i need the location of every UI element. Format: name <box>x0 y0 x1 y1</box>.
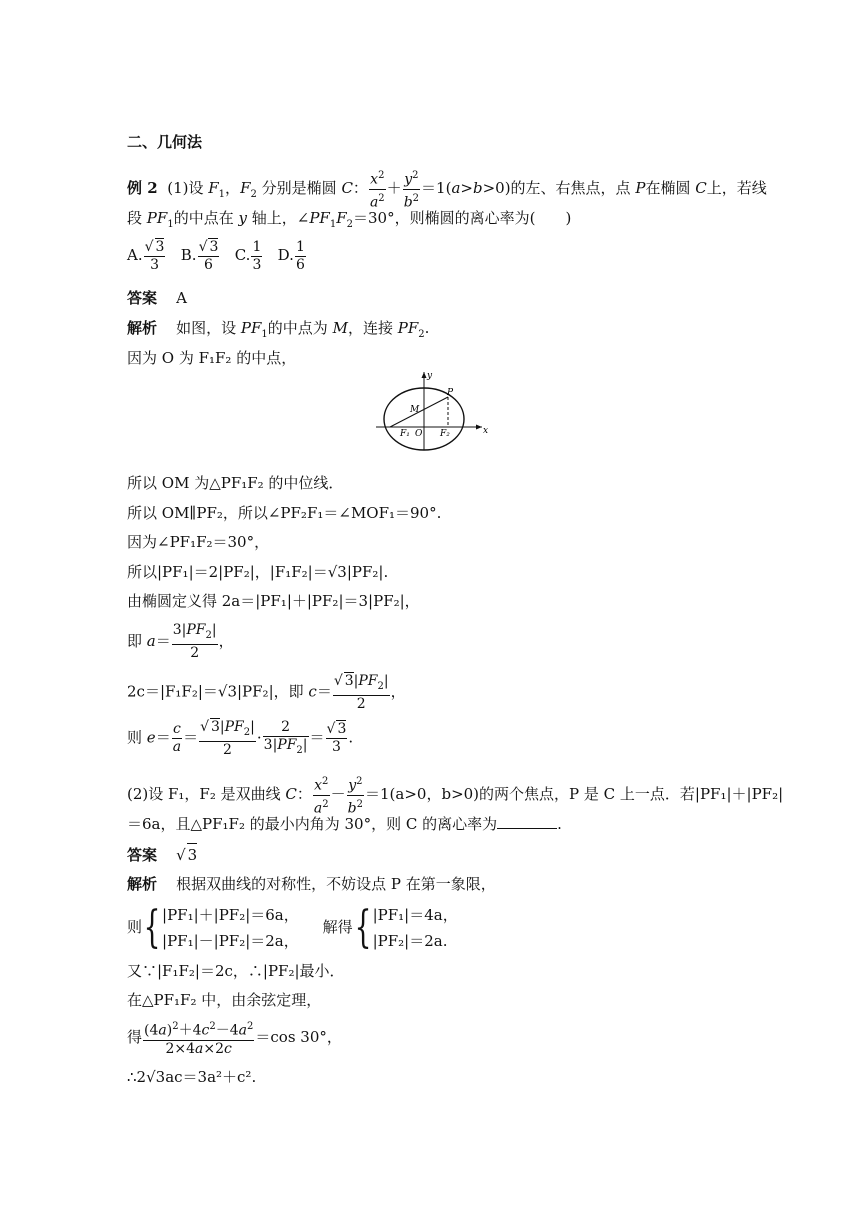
text-segment: 则 <box>127 918 143 936</box>
text-segment: . <box>557 815 562 833</box>
example-2-line-1: 例 2 (1)设 $F_1$，$F_2$ 分别是椭圆 C： $\frac{x^2}{a^2}$ ＋ $\frac{y^2}{b^2}$ ＝1(a>b>0)的左、右焦点，点 P在椭圆 C上，若线 <box>127 167 767 211</box>
analysis-label: 解析 <box>127 875 158 893</box>
answer-line-1 <box>127 287 187 309</box>
step-min: 又∵|F₁F₂|＝2c，∴|PF₂|最小． <box>127 962 345 980</box>
answer-value: 3 <box>187 843 198 866</box>
step-lengths: 所以|PF₁|＝2|PF₂|，|F₁F₂|＝√3|PF₂|. <box>127 563 389 581</box>
text-segment: ＝6a，且△PF₁F₂ 的最小内角为 30°，则 C 的离心率为 <box>127 815 498 833</box>
figure-label-m: M <box>410 405 420 415</box>
figure-label-y: y <box>427 371 433 381</box>
equation-systems: 则{ |PF₁|＋|PF₂|＝6a， |PF₁|－|PF₂|＝2a， 解得{ |PF₁|＝4a， |PF₂|＝2a. <box>127 902 458 953</box>
system-1: |PF₁|＋|PF₂|＝6a， |PF₁|－|PF₂|＝2a， <box>162 906 299 950</box>
text-segment: 的中点在 <box>173 209 234 227</box>
step-e: 则 e＝ $\frac{c}{a}$ ＝ $\frac{√ 3|PF_2|}{2}$ · $\frac{2}{3|PF_2|}$ ＝ $\frac{√ 3}{3}$ . <box>127 718 354 758</box>
part-2-line-2 <box>127 813 562 835</box>
step-parallel: 所以 OM∥PF₂，所以∠PF₂F₁＝∠MOF₁＝90°. <box>127 504 442 522</box>
example-label: 例 2 <box>127 179 158 198</box>
text-segment: ＝cos 30°， <box>255 1027 342 1046</box>
answer-options <box>127 238 307 274</box>
answer-label: 答案 <box>127 846 158 864</box>
text-segment: ＝30°，则椭圆的离心率为( ) <box>353 209 572 227</box>
analysis-line-2 <box>127 873 496 895</box>
step-def: 由椭圆定义得 2a＝|PF₁|＋|PF₂|＝3|PF₂|， <box>127 592 420 610</box>
text-segment: 解得 <box>322 918 353 936</box>
text-segment: 得 <box>127 1027 143 1046</box>
text-segment: 则 <box>127 728 143 747</box>
text-segment: 的左、右焦点，点 <box>510 179 631 198</box>
option-c: C. $\frac{1}{3}$ <box>234 238 262 273</box>
text-segment: 轴上，∠ <box>251 209 310 227</box>
answer-label: 答案 <box>127 289 158 307</box>
figure-label-f2: F₂ <box>440 429 450 439</box>
text-segment: 如图，设 <box>176 319 237 337</box>
step-get: 得 $\frac{(4a)^2+4c^2-4a^2}{2\times 4a\times 2c}$ ＝cos 30°， <box>127 1018 342 1058</box>
analysis-line-1: 解析 如图，设 $PF_1$的中点为 M，连接 $PF_2$. <box>127 319 430 340</box>
answer-blank[interactable] <box>497 813 557 829</box>
text-segment: 分别是椭圆 <box>261 179 337 198</box>
text-segment: (1)设 <box>167 179 204 198</box>
text-segment: 上，若线 <box>706 179 767 198</box>
step-final: ∴2√3ac＝3a²＋c². <box>127 1068 257 1086</box>
fraction-x2-a2: $\frac{x^2}{a^2}$ <box>369 167 386 211</box>
figure-label-o: O <box>415 429 423 439</box>
part-2-line-1: (2)设 F₁，F₂ 是双曲线 C： $\frac{x^2}{a^2}$ － $\frac{y^2}{b^2}$ ＝1(a>0，b>0)的两个焦点，P 是 C 上一点．若|PF₁|＋|PF₂| <box>127 773 783 817</box>
ellipse-figure <box>370 370 490 452</box>
section-heading: 二、几何法 <box>127 133 203 151</box>
step-reason-o: 因为 O 为 F₁F₂ 的中点， <box>127 349 297 367</box>
option-d: D. $\frac{1}{6}$ <box>277 238 305 273</box>
example-2-line-2: 段 $PF_1$的中点在 y 轴上，$\angle PF_1F_2=30^\circ$，则椭圆的离心率为( ) <box>127 209 572 230</box>
option-b: B. $\frac{√ 3}{6}$ <box>180 239 219 273</box>
step-a: 即 a＝ $\frac{3|PF_2|}{2}$ ， <box>127 622 234 661</box>
step-cos: 在△PF₁F₂ 中，由余弦定理， <box>127 991 322 1009</box>
analysis-label: 解析 <box>127 319 158 337</box>
step-c: 2c＝|F₁F₂|＝√3|PF₂|，即 c＝ $\frac{√ 3|PF_2|}{2}$ ， <box>127 673 406 712</box>
figure-label-f1: F₁ <box>400 429 410 439</box>
answer-line-2: 答案 √ 3 <box>127 843 197 866</box>
system-2: |PF₁|＝4a， |PF₂|＝2a. <box>372 906 458 950</box>
fraction-y2-b2: $\frac{y^2}{b^2}$ <box>403 167 420 211</box>
text-segment: ，连接 <box>347 319 393 337</box>
figure-label-p: P <box>447 388 454 398</box>
answer-value: A <box>176 289 187 307</box>
text-segment: (2)设 F₁，F₂ 是双曲线 <box>127 785 281 804</box>
text-segment: 即 <box>127 631 143 650</box>
text-segment: ＝1(a>0，b>0)的两个焦点，P 是 C 上一点．若|PF₁|＋|PF₂| <box>365 785 784 804</box>
text-segment: 在椭圆 <box>645 179 691 198</box>
figure-label-x: x <box>483 426 489 436</box>
step-angle: 因为∠PF₁F₂＝30°， <box>127 533 270 551</box>
text-segment: 的中点为 <box>267 319 328 337</box>
step-mid-line: 所以 OM 为△PF₁F₂ 的中位线． <box>127 474 344 492</box>
text-segment: 根据双曲线的对称性，不妨设点 P 在第一象限， <box>176 875 496 893</box>
text-segment: 段 <box>127 209 143 227</box>
option-a: A. $\frac{√ 3}{3}$ <box>127 239 165 273</box>
text-segment: 2c＝|F₁F₂|＝√3|PF₂|，即 <box>127 682 304 701</box>
